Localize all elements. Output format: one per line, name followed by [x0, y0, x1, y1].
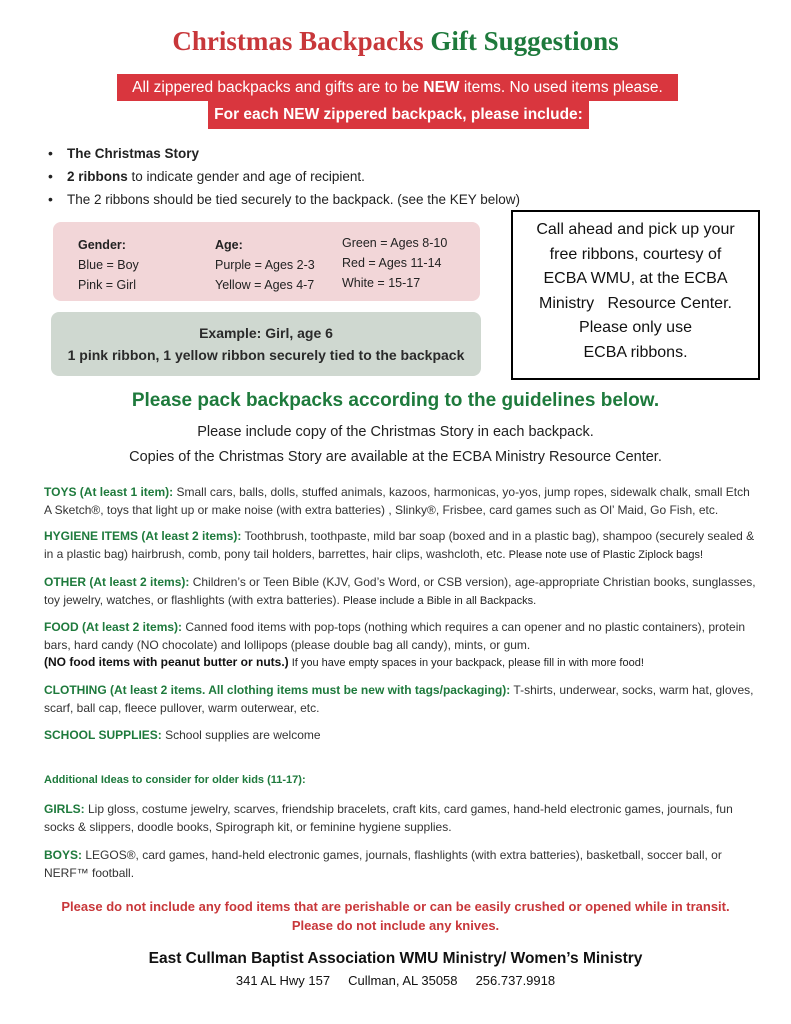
age-yellow: Yellow = Ages 4-7	[215, 278, 315, 292]
section-additional	[44, 772, 756, 790]
ribbon-pickup-callout	[511, 210, 760, 380]
callout-line: Call ahead and pick up your	[536, 221, 735, 238]
example-box	[51, 312, 481, 376]
new-items-banner	[117, 74, 678, 101]
warning-line2: Please do not include any knives.	[291, 918, 500, 933]
school-text: School supplies are welcome	[161, 728, 321, 742]
warning-line1: Please do not include any food items that are perishable or can be easily crushed or opened while in transit.	[61, 899, 730, 914]
banner-text-pre: All zippered backpacks and gifts are to be	[132, 79, 424, 96]
footer-org: East Cullman Baptist Association WMU Ministry/ Women’s Ministry	[148, 950, 643, 967]
hygiene-text: Toothbrush, toothpaste, mild bar soap (boxed and in a plastic bag), shampoo (securely sealed & in a plastic bag) hairbrush, comb, pony tail holders, barrettes, hair clips, washcloth, etc.	[44, 529, 755, 561]
gender-pink: Pink = Girl	[78, 278, 137, 292]
hygiene-note: Please note use of Plastic Ziplock bags!	[505, 548, 704, 561]
age-red: Red = Ages 11-14	[342, 256, 442, 270]
food-text: Canned food items with pop-tops (nothing which requires a can opener and no plastic containers), protein bars, hard candy (NO chocolate) and lollipops (please double bag all candy), mints, or gum.	[44, 620, 746, 652]
bullet-christmas-story: The Christmas Story	[67, 146, 200, 161]
section-hygiene	[44, 528, 756, 564]
include-banner: For each NEW zippered backpack, please include:	[208, 101, 589, 129]
ribbon-key-box	[53, 222, 480, 301]
callout-line: free ribbons, courtesy of	[549, 245, 722, 263]
list-item	[44, 142, 520, 165]
gender-key	[78, 235, 139, 295]
age-header: Age:	[215, 238, 243, 252]
toys-label: TOYS (At least 1 item):	[44, 485, 174, 499]
callout-line: Please only use	[579, 319, 692, 336]
callout-line: ECBA ribbons.	[583, 343, 688, 361]
girls-text: Lip gloss, costume jewelry, scarves, friendship bracelets, craft kits, card games, hand-held electronic games, journals, fun socks & slippers, doodle books, Spirograph kit, or feminine hygiene supplies.	[44, 802, 733, 834]
guidelines-sub2: Copies of the Christmas Story are available at the ECBA Ministry Resource Center.	[129, 449, 662, 465]
other-label: OTHER (At least 2 items):	[44, 575, 190, 589]
gender-blue: Blue = Boy	[78, 258, 139, 272]
footer-address: 341 AL Hwy 157 Cullman, AL 35058 256.737.9918	[235, 973, 556, 988]
list-item	[44, 188, 520, 211]
age-green: Green = Ages 8-10	[342, 236, 448, 250]
boys-text: LEGOS®, card games, hand-held electronic games, journals, flashlights (with extra batteries), basketball, soccer ball, or NERF™ football.	[44, 848, 722, 880]
requirements-list	[44, 142, 520, 211]
section-other	[44, 574, 756, 610]
banner-text-bold: NEW	[423, 79, 460, 96]
age-purple: Purple = Ages 2-3	[215, 258, 315, 272]
section-boys	[44, 847, 756, 882]
age-key	[215, 235, 315, 295]
section-clothing	[44, 682, 756, 717]
warning-notice	[0, 897, 791, 935]
section-girls	[44, 801, 756, 836]
banner-text-post: items. No used items please.	[459, 79, 663, 96]
callout-line: ECBA WMU, at the ECBA	[543, 270, 728, 287]
callout-line: Ministry Resource Center.	[539, 294, 732, 312]
clothing-text: T-shirts, underwear, socks, warm hat, gloves, scarf, ball cap, fleece pullover, warm outerwear, etc.	[44, 683, 754, 715]
additional-label: Additional Ideas to consider for older kids (11-17):	[44, 774, 306, 786]
section-food	[44, 619, 756, 673]
toys-text: Small cars, balls, dolls, stuffed animals, kazoos, harmonicas, yo-yos, jump ropes, sidewalk chalk, small Etch A Sketch®, toys that light up or make noise (with extra batteries) , Slinky®, Frisbee, card games such as Ol’ Maid, Go Fish, etc.	[44, 485, 750, 517]
title-part-green: Gift Suggestions	[430, 26, 619, 56]
guidelines-sub1: Please include copy of the Christmas Story in each backpack.	[197, 424, 594, 440]
section-toys	[44, 484, 756, 519]
gender-header: Gender:	[78, 238, 126, 252]
food-note: If you have empty spaces in your backpack, please fill in with more food!	[288, 657, 644, 669]
page-title	[0, 26, 791, 57]
example-line2: 1 pink ribbon, 1 yellow ribbon securely tied to the backpack	[67, 347, 465, 363]
clothing-label: CLOTHING (At least 2 items. All clothing items must be new with tags/packaging):	[44, 683, 511, 697]
bullet-ribbons-bold: 2 ribbons	[67, 169, 128, 184]
bullet-ribbons-text: to indicate gender and age of recipient.	[127, 169, 365, 184]
girls-label: GIRLS:	[44, 802, 85, 816]
bullet-tie-ribbons: The 2 ribbons should be tied securely to the backpack. (see the KEY below)	[67, 192, 521, 207]
example-line1: Example: Girl, age 6	[199, 325, 333, 341]
boys-label: BOYS:	[44, 848, 83, 862]
age-white: White = 15-17	[342, 276, 421, 290]
section-school	[44, 727, 756, 745]
food-label: FOOD (At least 2 items):	[44, 620, 183, 634]
hygiene-label: HYGIENE ITEMS (At least 2 items):	[44, 529, 242, 543]
other-text: Children’s or Teen Bible (KJV, God’s Word, or CSB version), age-appropriate Christian books, sunglasses, toy jewelry, watches, or flashlights (with extra batteries).	[44, 575, 756, 607]
other-note: Please include a Bible in all Backpacks.	[339, 594, 537, 607]
food-no-nuts: (NO food items with peanut butter or nuts.)	[44, 655, 289, 669]
school-label: SCHOOL SUPPLIES:	[44, 728, 162, 742]
guidelines-heading: Please pack backpacks according to the guidelines below.	[131, 390, 660, 411]
title-part-red: Christmas Backpacks	[172, 26, 424, 56]
list-item	[44, 165, 520, 188]
age-key-older	[342, 233, 447, 293]
